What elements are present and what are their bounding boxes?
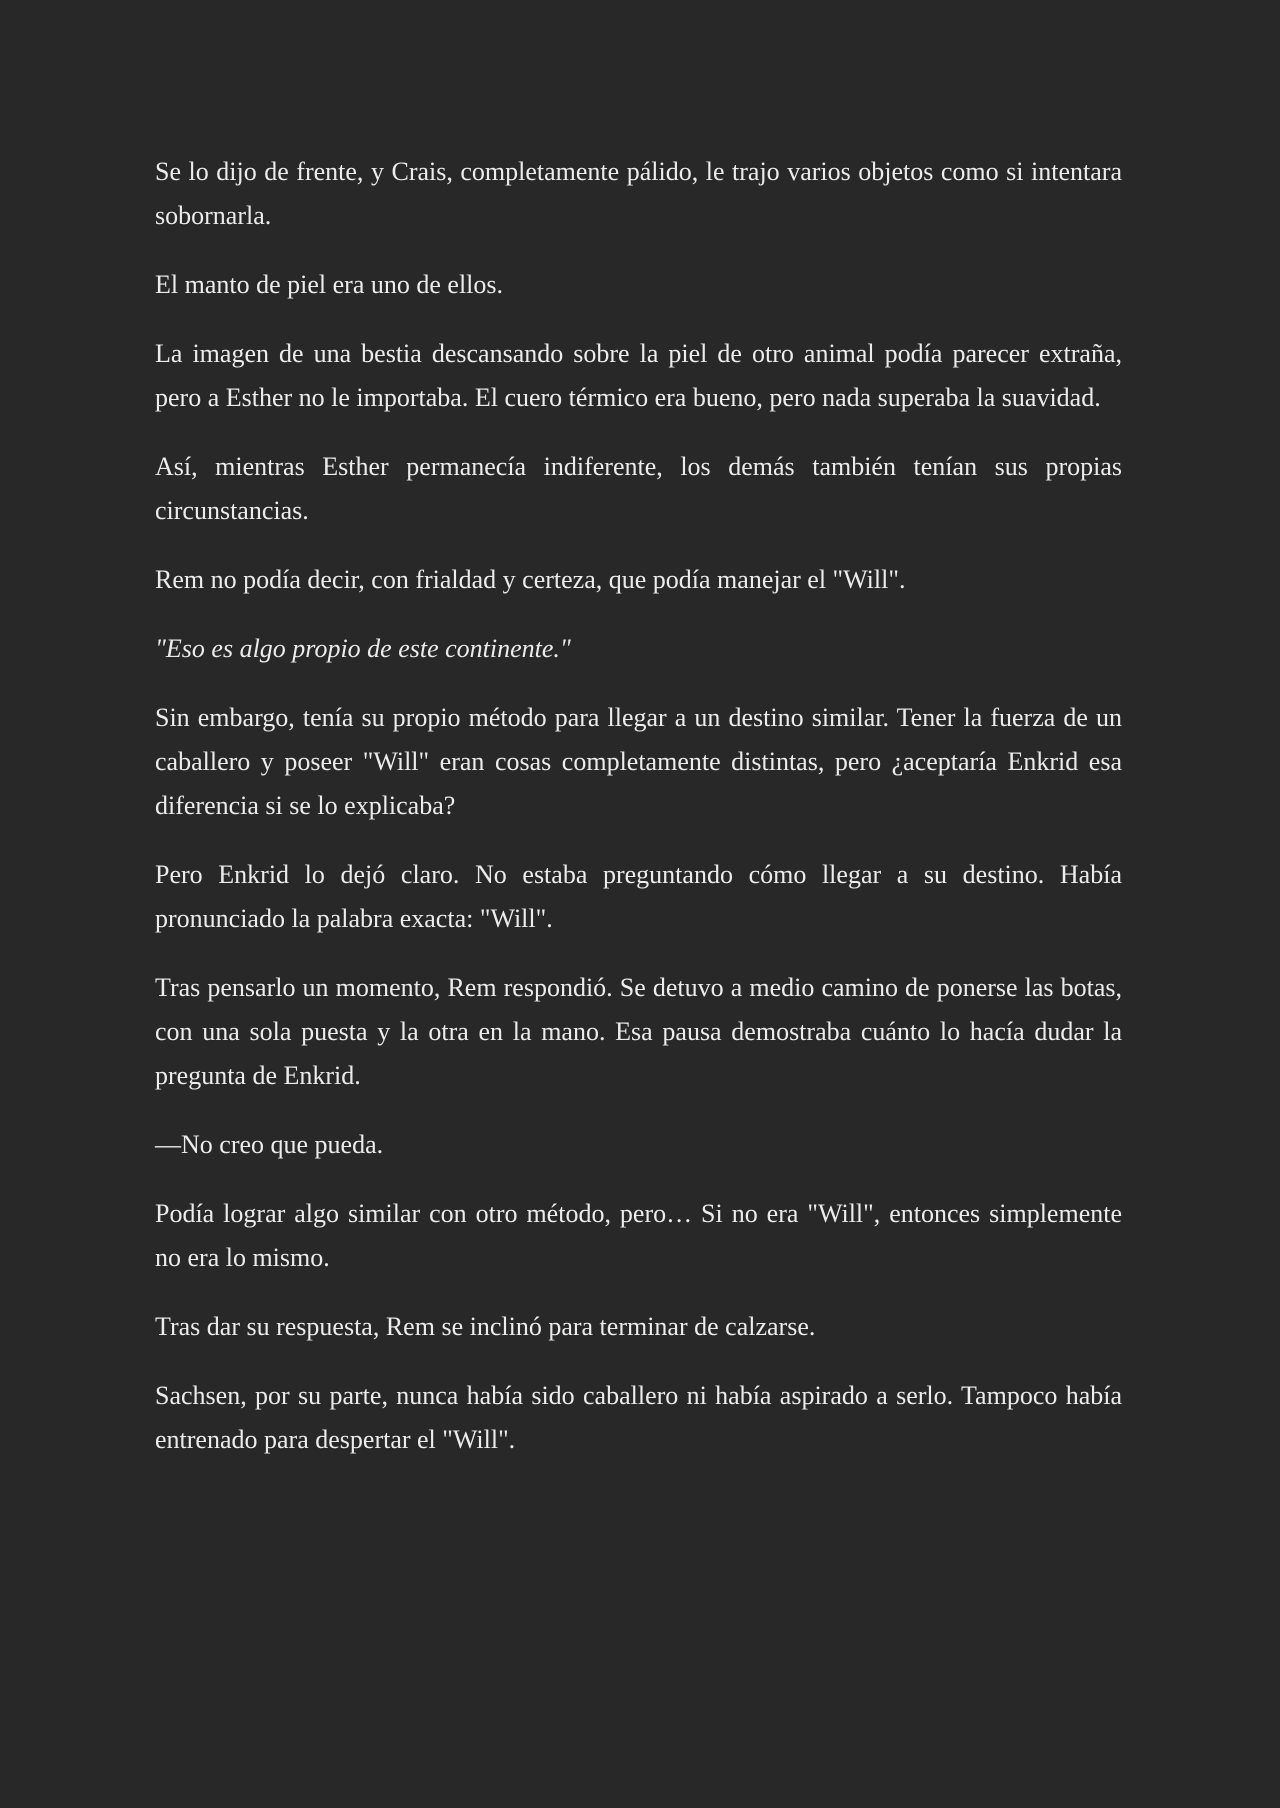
paragraph: Rem no podía decir, con frialdad y certeza, que podía manejar el "Will". <box>155 565 906 594</box>
paragraph: Podía lograr algo similar con otro método, pero… Si no era "Will", entonces simplemente no era lo mismo. <box>155 1199 1122 1272</box>
paragraph: Tras dar su respuesta, Rem se inclinó para terminar de calzarse. <box>155 1312 816 1341</box>
paragraph: El manto de piel era uno de ellos. <box>155 270 504 299</box>
paragraph: Así, mientras Esther permanecía indiferente, los demás también tenían sus propias circunstancias. <box>155 452 1122 525</box>
paragraph: Tras pensarlo un momento, Rem respondió. Se detuvo a medio camino de ponerse las botas, con una sola puesta y la otra en la mano. Esa pausa demostraba cuánto lo hacía dudar la pregunta de Enkrid. <box>155 973 1122 1090</box>
paragraph: Pero Enkrid lo dejó claro. No estaba preguntando cómo llegar a su destino. Había pronunciado la palabra exacta: "Will". <box>155 860 1122 933</box>
reader-page <box>155 150 1122 1487</box>
paragraph: La imagen de una bestia descansando sobre la piel de otro animal podía parecer extraña, pero a Esther no le importaba. El cuero térmico era bueno, pero nada superaba la suavidad. <box>155 339 1122 412</box>
paragraph: Se lo dijo de frente, y Crais, completamente pálido, le trajo varios objetos como si intentara sobornarla. <box>155 157 1122 230</box>
italic-quote: "Eso es algo propio de este continente." <box>155 634 571 663</box>
paragraph: Sachsen, por su parte, nunca había sido caballero ni había aspirado a serlo. Tampoco había entrenado para despertar el "Will". <box>155 1381 1122 1454</box>
paragraph: Sin embargo, tenía su propio método para llegar a un destino similar. Tener la fuerza de un caballero y poseer "Will" eran cosas completamente distintas, pero ¿aceptaría Enkrid esa diferencia si se lo explicaba? <box>155 703 1122 820</box>
dialogue-line: —No creo que pueda. <box>155 1130 384 1159</box>
